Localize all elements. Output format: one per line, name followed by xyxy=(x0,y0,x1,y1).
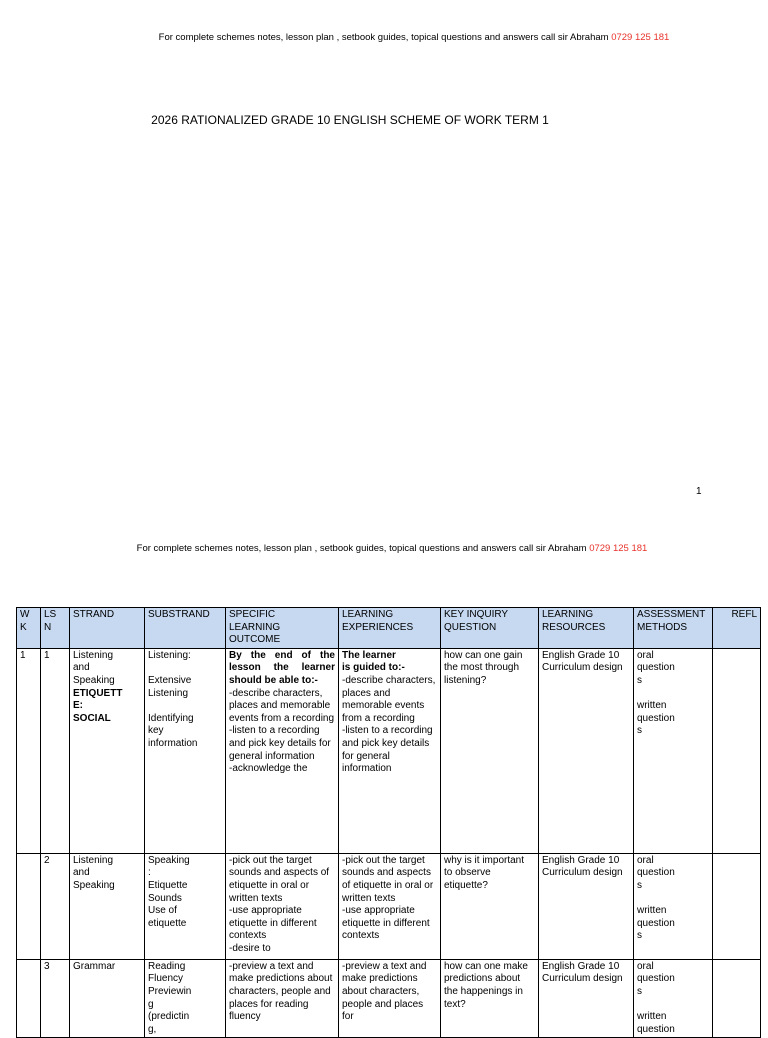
table-header-row xyxy=(17,608,761,649)
cell-substrand: Reading Fluency Previewin g (predictin g, xyxy=(145,959,226,1038)
cell-strand: Grammar xyxy=(70,959,145,1038)
slo-intro: By the end of the lesson the learner should be able to:- xyxy=(229,649,335,686)
table-row xyxy=(17,853,761,959)
cell-assessment: oral question s written question s xyxy=(634,648,713,853)
cell-experiences xyxy=(339,648,441,853)
cell-resources: English Grade 10 Curriculum design xyxy=(539,853,634,959)
cell-slo xyxy=(226,648,339,853)
header-notice-text: For complete schemes notes, lesson plan , setbook guides, topical questions and answers call sir Abraham xyxy=(158,32,609,43)
cell-inquiry: how can one gain the most through listening? xyxy=(441,648,539,853)
col-header-resources: LEARNING RESOURCES xyxy=(539,608,634,649)
cell-week xyxy=(17,853,41,959)
col-header-week: W K xyxy=(17,608,41,649)
col-header-reflection: REFL xyxy=(713,608,761,649)
strand-bold-text: ETIQUETT E: SOCIAL xyxy=(73,687,123,724)
cell-strand: Listening and Speaking xyxy=(70,853,145,959)
experiences-intro: The learner is guided to:- xyxy=(342,649,405,674)
table-row xyxy=(17,648,761,853)
header-phone: 0729 125 181 xyxy=(611,32,670,43)
scheme-of-work-table xyxy=(16,607,761,1038)
header-phone: 0729 125 181 xyxy=(589,543,648,554)
col-header-substrand: SUBSTRAND xyxy=(145,608,226,649)
experiences-text: -describe characters, places and memorable events from a recording -listen to a recording and pick key details for general information xyxy=(342,674,436,775)
cell-substrand: Listening: Extensive Listening Identifying key information xyxy=(145,648,226,853)
cell-experiences: -preview a text and make predictions about characters, people and places for xyxy=(339,959,441,1038)
cell-inquiry: why is it important to observe etiquette? xyxy=(441,853,539,959)
cell-inquiry: how can one make predictions about the happenings in text? xyxy=(441,959,539,1038)
cell-reflection xyxy=(713,959,761,1038)
document-title: 2026 RATIONALIZED GRADE 10 ENGLISH SCHEME OF WORK TERM 1 xyxy=(151,113,549,127)
cell-reflection xyxy=(713,648,761,853)
cell-lesson: 1 xyxy=(41,648,70,853)
cell-resources: English Grade 10 Curriculum design xyxy=(539,648,634,853)
page-header-notice xyxy=(30,32,768,44)
cell-experiences: -pick out the target sounds and aspects of etiquette in oral or written texts -use appropriate etiquette in different contexts xyxy=(339,853,441,959)
page-header-notice-2 xyxy=(8,543,768,555)
cell-reflection xyxy=(713,853,761,959)
cell-slo: -preview a text and make predictions about characters, people and places for reading fluency xyxy=(226,959,339,1038)
col-header-experiences: LEARNING EXPERIENCES xyxy=(339,608,441,649)
page-number: 1 xyxy=(696,486,702,497)
col-header-strand: STRAND xyxy=(70,608,145,649)
col-header-assessment: ASSESSMENT METHODS xyxy=(634,608,713,649)
col-header-inquiry: KEY INQUIRY QUESTION xyxy=(441,608,539,649)
cell-assessment: oral question s written question xyxy=(634,959,713,1038)
cell-lesson: 3 xyxy=(41,959,70,1038)
cell-week xyxy=(17,959,41,1038)
table-row xyxy=(17,959,761,1038)
cell-strand xyxy=(70,648,145,853)
slo-text: -describe characters, places and memorable events from a recording -listen to a recording and pick key details for general information -acknowledge the xyxy=(229,687,335,775)
col-header-slo: SPECIFIC LEARNING OUTCOME xyxy=(226,608,339,649)
cell-week: 1 xyxy=(17,648,41,853)
cell-substrand: Speaking : Etiquette Sounds Use of etiquette xyxy=(145,853,226,959)
cell-resources: English Grade 10 Curriculum design xyxy=(539,959,634,1038)
cell-assessment: oral question s written question s xyxy=(634,853,713,959)
cell-slo: -pick out the target sounds and aspects of etiquette in oral or written texts -use appropriate etiquette in different contexts -desire to xyxy=(226,853,339,959)
strand-text: Listening and Speaking xyxy=(73,649,115,686)
cell-lesson: 2 xyxy=(41,853,70,959)
col-header-lesson: LS N xyxy=(41,608,70,649)
header-notice-text: For complete schemes notes, lesson plan , setbook guides, topical questions and answers call sir Abraham xyxy=(136,543,587,554)
